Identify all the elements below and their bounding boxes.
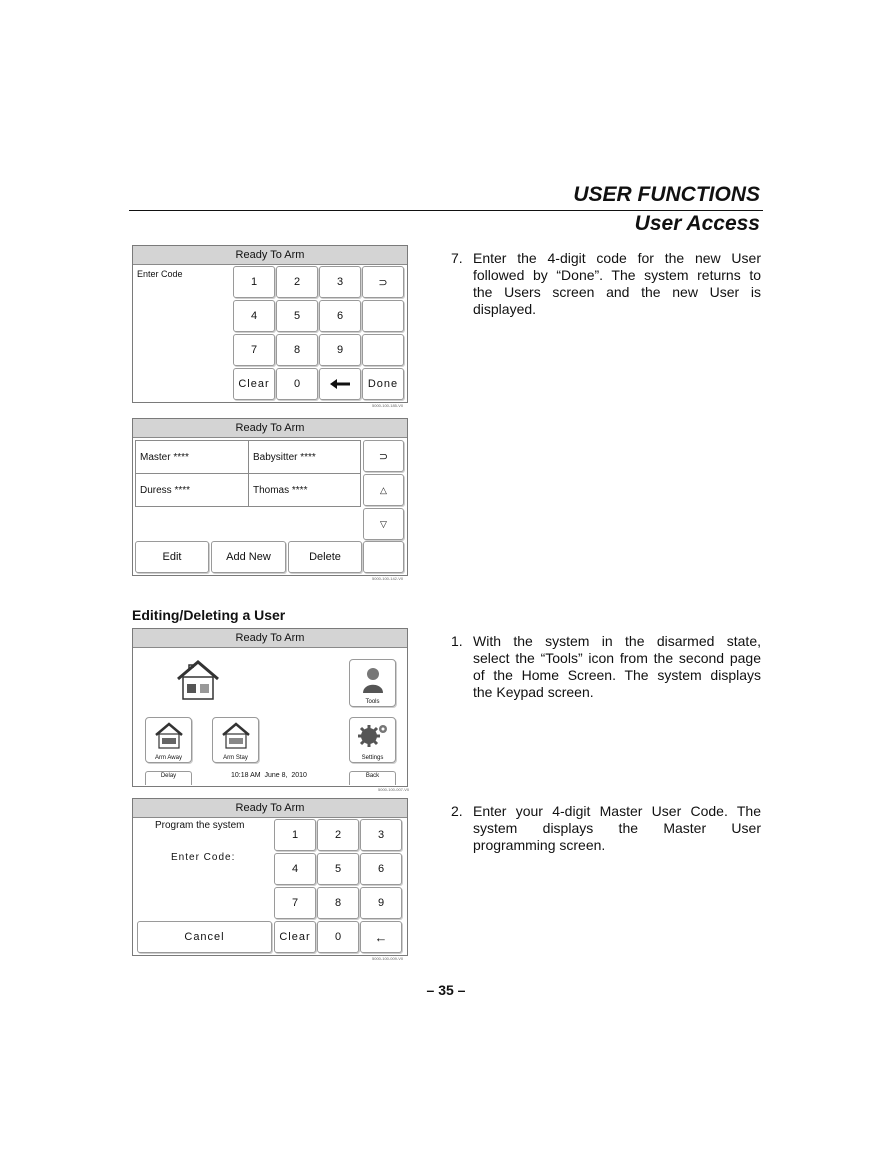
status-bar: Ready To Arm <box>133 629 407 648</box>
step-text-line: the Users screen and the new User is <box>473 284 761 300</box>
step-text-line: select the “Tools” icon from the second page <box>473 650 761 666</box>
delete-button[interactable]: Delete <box>288 541 362 573</box>
users-screen <box>132 418 408 576</box>
key-7[interactable]: 7 <box>274 887 316 919</box>
status-bar: Ready To Arm <box>133 799 407 818</box>
blank-key <box>362 300 404 332</box>
step-text-line: the Keypad screen. <box>473 684 594 700</box>
key-7[interactable]: 7 <box>233 334 275 366</box>
section-title: USER FUNCTIONS <box>573 183 760 206</box>
enter-code-label: Enter Code: <box>171 852 236 863</box>
add-new-button[interactable]: Add New <box>211 541 286 573</box>
master-code-screen <box>132 798 408 956</box>
step-text-line: Enter your 4-digit Master User Code. The <box>473 803 761 819</box>
triangle-down-icon: ▽ <box>380 518 387 529</box>
arm-away-button[interactable] <box>145 717 192 763</box>
gear-icon <box>356 721 390 749</box>
key-3[interactable]: 3 <box>319 266 361 298</box>
backspace-button[interactable] <box>319 368 361 400</box>
key-1[interactable]: 1 <box>274 819 316 851</box>
key-3[interactable]: 3 <box>360 819 402 851</box>
arm-stay-button[interactable] <box>212 717 259 763</box>
keypad-screen <box>132 245 408 403</box>
key-9[interactable]: 9 <box>360 887 402 919</box>
datetime-display: 10:18 AM June 8, 2010 <box>231 772 307 779</box>
key-0[interactable]: 0 <box>276 368 318 400</box>
back-button[interactable]: Back <box>349 771 396 785</box>
key-6[interactable]: 6 <box>319 300 361 332</box>
cancel-button[interactable]: Cancel <box>137 921 272 953</box>
key-8[interactable]: 8 <box>317 887 359 919</box>
house-away-icon <box>154 722 184 750</box>
key-1[interactable]: 1 <box>233 266 275 298</box>
key-5[interactable]: 5 <box>276 300 318 332</box>
return-icon: ⊃ <box>378 450 389 463</box>
tools-button[interactable] <box>349 659 396 707</box>
step-text-line: displayed. <box>473 301 537 317</box>
status-bar: Ready To Arm <box>133 246 407 265</box>
return-button[interactable] <box>363 440 404 472</box>
user-entry[interactable]: Duress **** <box>135 473 249 507</box>
key-4[interactable]: 4 <box>233 300 275 332</box>
step-2 <box>451 803 761 854</box>
tools-label: Tools <box>365 699 380 705</box>
delay-button[interactable]: Delay <box>145 771 192 785</box>
arm-away-label: Arm Away <box>155 755 182 761</box>
step-7 <box>451 250 761 318</box>
key-2[interactable]: 2 <box>276 266 318 298</box>
step-text-line: With the system in the disarmed state, <box>473 633 761 649</box>
arm-stay-label: Arm Stay <box>223 755 248 761</box>
key-6[interactable]: 6 <box>360 853 402 885</box>
return-icon: ⊃ <box>378 276 388 289</box>
clear-button[interactable]: Clear <box>274 921 316 953</box>
house-status-icon <box>175 659 221 701</box>
step-text-line: of the Home Screen. The system displays <box>473 667 761 683</box>
figure-code: 5000-100-185-V0 <box>372 403 404 408</box>
key-8[interactable]: 8 <box>276 334 318 366</box>
enter-code-label: Enter Code <box>137 269 183 279</box>
home-screen <box>132 628 408 787</box>
figure-code: 5000-100-142-V0 <box>372 576 404 581</box>
settings-button[interactable] <box>349 717 396 763</box>
clear-button[interactable]: Clear <box>233 368 275 400</box>
key-4[interactable]: 4 <box>274 853 316 885</box>
scroll-up-button[interactable] <box>363 474 404 506</box>
user-entry[interactable]: Babysitter **** <box>248 440 361 474</box>
return-button[interactable] <box>362 266 404 298</box>
done-button[interactable]: Done <box>362 368 404 400</box>
subheading: Editing/Deleting a User <box>132 607 286 623</box>
figure-code: 5000-100-007-V0 <box>378 787 410 792</box>
step-number: 1. <box>451 633 463 649</box>
backspace-button[interactable] <box>360 921 402 953</box>
user-entry[interactable]: Master **** <box>135 440 249 474</box>
edit-button[interactable]: Edit <box>135 541 209 573</box>
blank-key <box>363 541 404 573</box>
backspace-arrow-icon <box>330 379 350 389</box>
user-entry[interactable]: Thomas **** <box>248 473 361 507</box>
key-5[interactable]: 5 <box>317 853 359 885</box>
header-rule <box>129 210 763 211</box>
page-number: – 35 – <box>426 982 466 998</box>
settings-label: Settings <box>361 755 384 761</box>
key-2[interactable]: 2 <box>317 819 359 851</box>
step-text-line: programming screen. <box>473 837 606 853</box>
step-number: 7. <box>451 250 463 266</box>
left-arrow-icon: ← <box>374 929 388 945</box>
user-icon <box>362 666 384 694</box>
key-9[interactable]: 9 <box>319 334 361 366</box>
key-0[interactable]: 0 <box>317 921 359 953</box>
triangle-up-icon: △ <box>380 484 387 495</box>
step-1 <box>451 633 761 701</box>
house-stay-icon <box>221 722 251 750</box>
scroll-down-button[interactable] <box>363 508 404 540</box>
step-text-line: followed by “Done”. The system returns to <box>473 267 761 283</box>
program-label: Program the system <box>155 820 245 831</box>
step-number: 2. <box>451 803 463 819</box>
step-text-line: Enter the 4-digit code for the new User <box>473 250 761 266</box>
status-bar: Ready To Arm <box>133 419 407 438</box>
step-text-line: system displays the Master User <box>473 820 761 836</box>
figure-code: 5000-100-009-V0 <box>372 956 404 961</box>
blank-key <box>362 334 404 366</box>
subsection-title: User Access <box>634 212 760 235</box>
